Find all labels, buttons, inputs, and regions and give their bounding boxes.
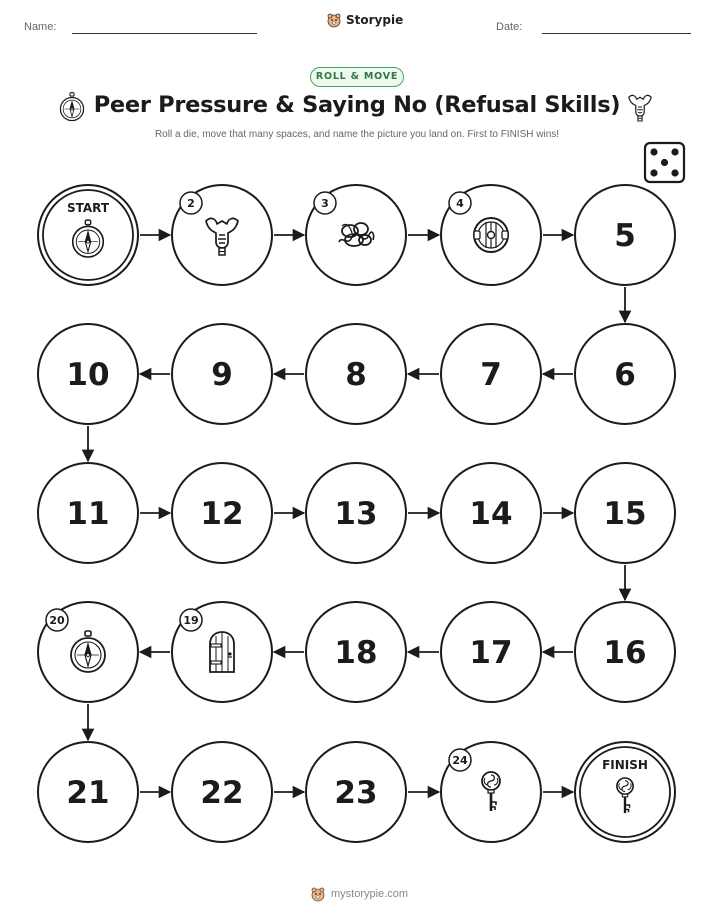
svg-text:20: 20 (49, 614, 65, 627)
space-number: 5 (614, 218, 636, 254)
space-number: 17 (469, 635, 513, 671)
space-number: 12 (200, 496, 244, 532)
board-space-15[interactable] (575, 463, 675, 563)
footer (310, 886, 408, 902)
board-space-8[interactable] (306, 324, 406, 424)
board-space-5[interactable] (575, 185, 675, 285)
brand-name: Storypie (346, 13, 404, 27)
space-number: 9 (211, 357, 233, 393)
board-space-10[interactable] (38, 324, 138, 424)
space-number: 15 (603, 496, 647, 532)
board-space-16[interactable] (575, 602, 675, 702)
svg-text:4: 4 (456, 197, 464, 210)
board-space-23[interactable] (306, 742, 406, 842)
board-space-2[interactable] (172, 185, 272, 285)
door-icon (210, 632, 234, 672)
finish-label: FINISH (602, 758, 648, 772)
board-space-3[interactable] (306, 185, 406, 285)
board-space-14[interactable] (441, 463, 541, 563)
space-number-badge (449, 192, 471, 214)
space-number: 11 (66, 496, 110, 532)
date-label: Date: (496, 21, 523, 33)
name-label: Name: (24, 21, 57, 33)
space-number: 23 (334, 775, 378, 811)
footer-site: mystorypie.com (331, 888, 409, 900)
space-number: 21 (66, 775, 110, 811)
board-space-9[interactable] (172, 324, 272, 424)
svg-text:3: 3 (321, 197, 329, 210)
board-space-18[interactable] (306, 602, 406, 702)
instructions: Roll a die, move that many spaces, and name the picture you land on. First to FINISH wins! (154, 129, 560, 140)
space-number: 10 (66, 357, 110, 393)
board-space-finish[interactable] (575, 742, 675, 842)
svg-text:19: 19 (183, 614, 199, 627)
space-number-badge (46, 609, 68, 631)
throat-icon (629, 95, 651, 121)
page-title: Peer Pressure & Saying No (Refusal Skills) (93, 92, 621, 118)
board-space-4[interactable] (441, 185, 541, 285)
space-number: 13 (334, 496, 378, 532)
board-space-11[interactable] (38, 463, 138, 563)
board-space-12[interactable] (172, 463, 272, 563)
board-space-21[interactable] (38, 742, 138, 842)
space-number: 8 (345, 357, 367, 393)
svg-text:2: 2 (187, 197, 195, 210)
board-space-17[interactable] (441, 602, 541, 702)
start-label: START (66, 201, 110, 215)
space-number-badge (180, 192, 202, 214)
board-space-13[interactable] (306, 463, 406, 563)
space-number: 18 (334, 635, 378, 671)
board-space-7[interactable] (441, 324, 541, 424)
svg-text:24: 24 (452, 754, 468, 767)
activity-badge: ROLL & MOVE (310, 67, 404, 87)
space-number-badge (180, 609, 202, 631)
mascot-icon (310, 886, 326, 902)
compass-icon (60, 93, 83, 121)
space-number: 7 (480, 357, 502, 393)
board-space-6[interactable] (575, 324, 675, 424)
space-number: 22 (200, 775, 244, 811)
board-space-20[interactable] (38, 602, 138, 702)
space-number-badge (449, 749, 471, 771)
board-space-24[interactable] (441, 742, 541, 842)
board-space-22[interactable] (172, 742, 272, 842)
board-space-start[interactable] (38, 185, 138, 285)
space-number: 14 (469, 496, 513, 532)
shield-icon (474, 218, 508, 252)
board-space-19[interactable] (172, 602, 272, 702)
space-number-badge (314, 192, 336, 214)
die-five-icon (645, 143, 684, 182)
space-number: 6 (614, 357, 636, 393)
space-number: 16 (603, 635, 647, 671)
